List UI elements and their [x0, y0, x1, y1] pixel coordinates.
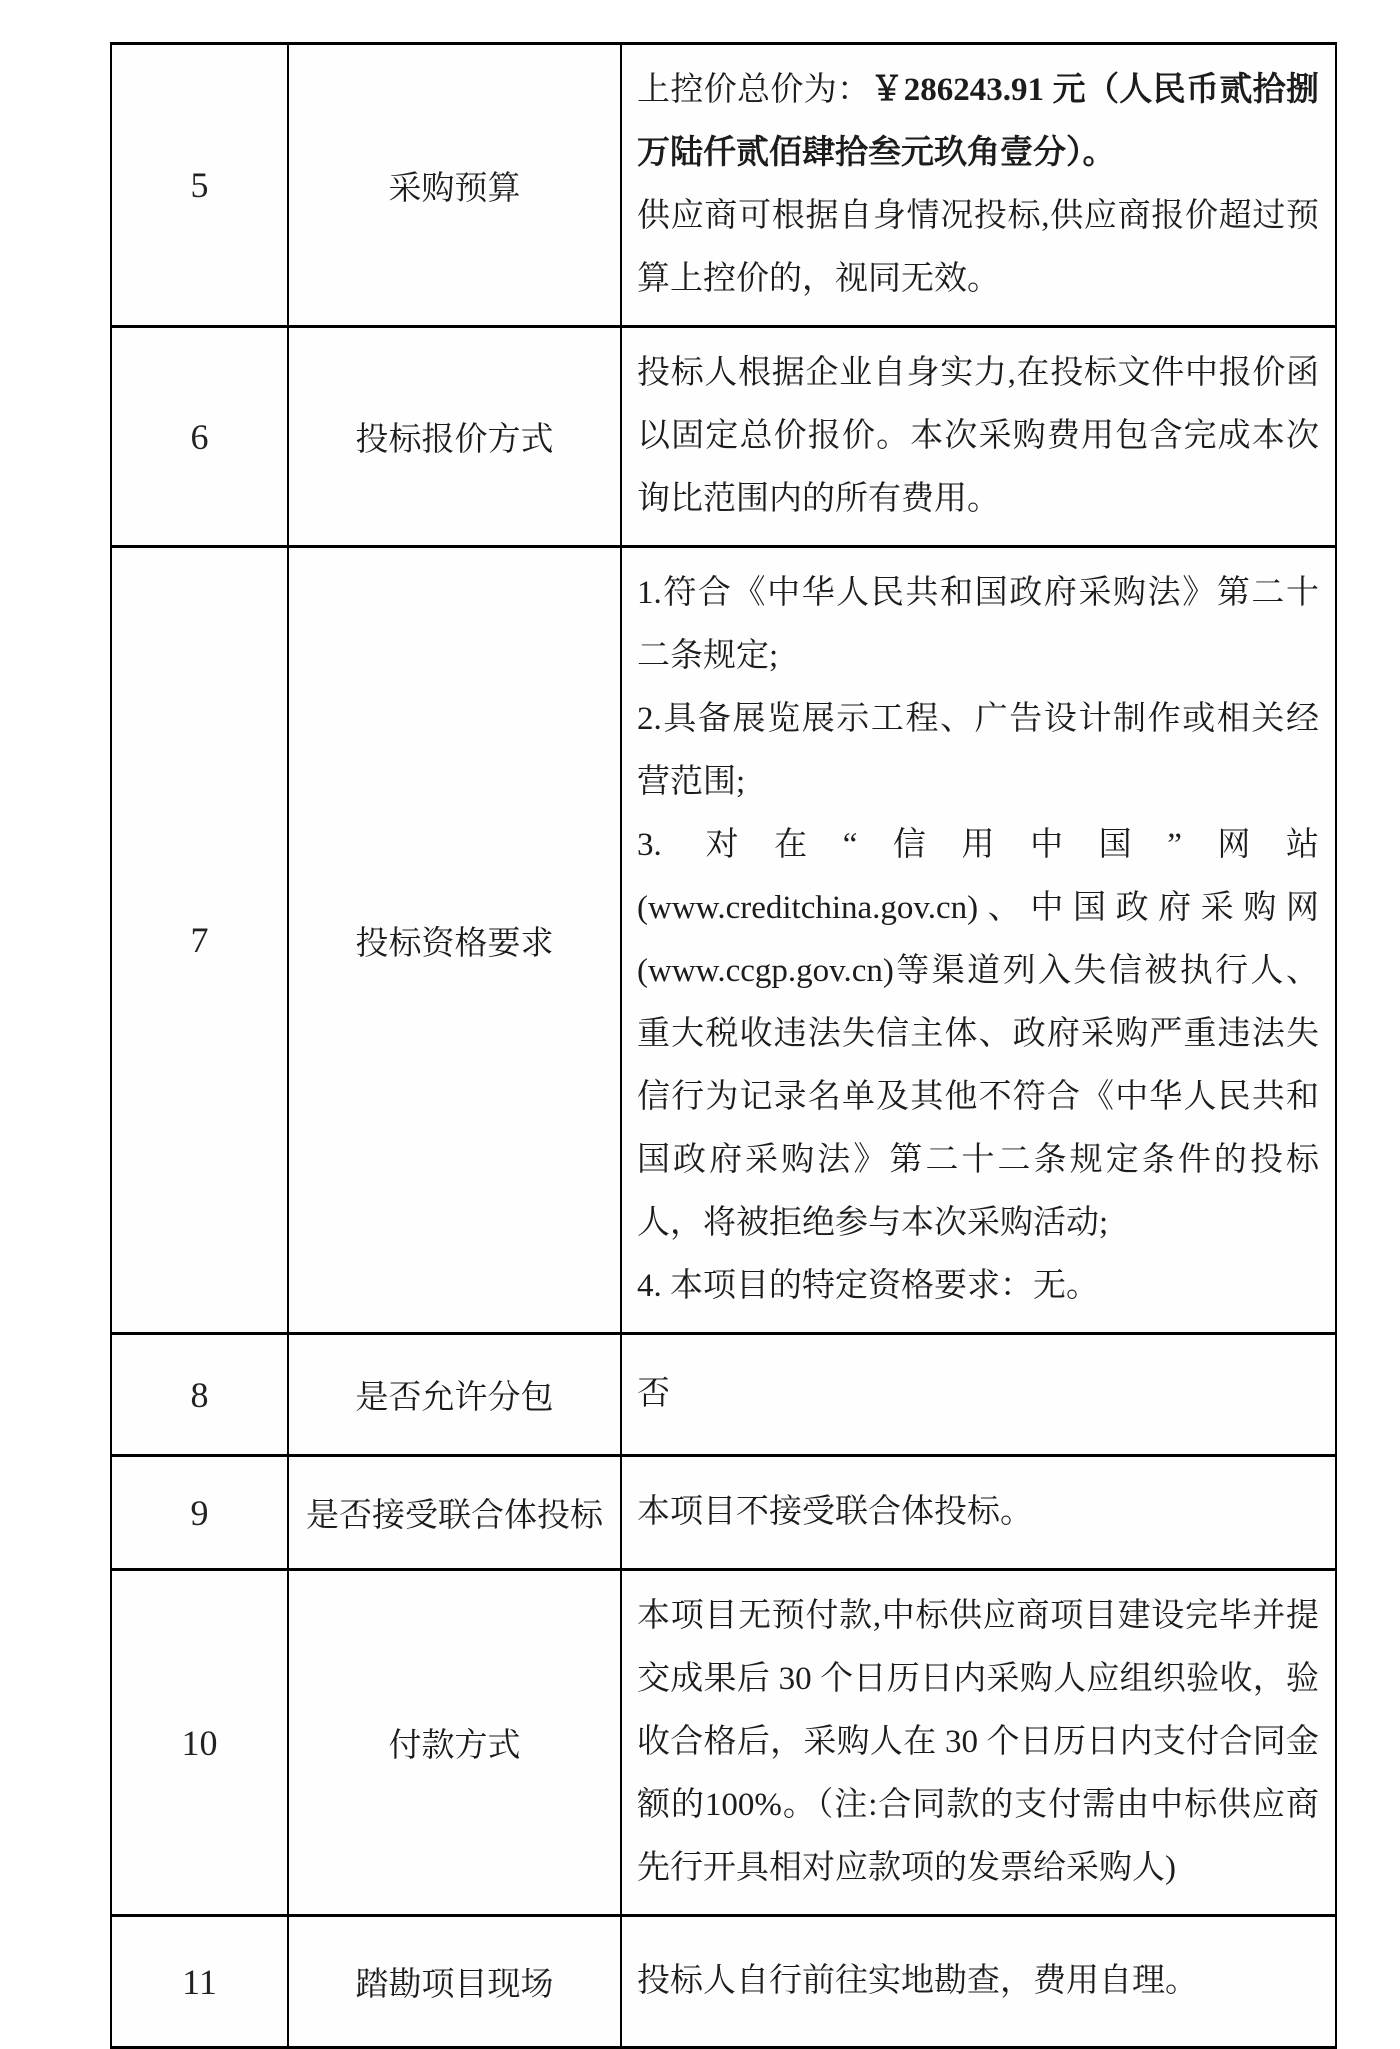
row-label: 付款方式 [288, 1570, 621, 1916]
paragraph: 投标人自行前往实地勘查，费用自理。 [637, 1963, 1198, 1999]
row-number: 6 [111, 327, 288, 547]
row-label: 是否接受联合体投标 [288, 1456, 621, 1570]
row-content [621, 327, 1336, 547]
row-content [621, 44, 1336, 327]
paragraph: 4. 本项目的特定资格要求：无。 [637, 1268, 1099, 1304]
row-content [621, 1570, 1336, 1916]
row-label: 投标报价方式 [288, 327, 621, 547]
row-number: 11 [111, 1916, 288, 2048]
paragraph: 1.符合《中华人民共和国政府采购法》第二十二条规定; [637, 575, 1319, 674]
table-row-10 [111, 1570, 1336, 1916]
row-number: 7 [111, 547, 288, 1334]
row-content [621, 1334, 1336, 1456]
table-row-7 [111, 547, 1336, 1334]
row-number: 9 [111, 1456, 288, 1570]
paragraph: 本项目无预付款,中标供应商项目建设完毕并提交成果后 30 个日历日内采购人应组织验收，验收合格后，采购人在 30 个日历日内支付合同金额的100%。（注:合同款的支付需由中标供应商先行开具相对应款项的发票给采购人) [637, 1598, 1319, 1886]
procurement-terms-table [110, 42, 1337, 2049]
row-label: 是否允许分包 [288, 1334, 621, 1456]
row-content [621, 547, 1336, 1334]
paragraph [637, 59, 1319, 185]
row-number: 8 [111, 1334, 288, 1456]
table-row-11 [111, 1916, 1336, 2048]
budget-amount-text: ￥286243.91 元（人民币贰拾捌万陆仟贰佰肆拾叁元玖角壹分）。 [637, 72, 1319, 171]
paragraph: 2.具备展览展示工程、广告设计制作或相关经营范围; [637, 701, 1319, 800]
table-row-8 [111, 1334, 1336, 1456]
table-row-6 [111, 327, 1336, 547]
budget-lead-text: 上控价总价为： [637, 72, 871, 108]
paragraph: 3. 对在“信用中国”网站(www.creditchina.gov.cn)、中国政府采购网(www.ccgp.gov.cn)等渠道列入失信被执行人、重大税收违法失信主体、政府采购严重违法失信行为记录名单及其他不符合《中华人民共和国政府采购法》第二十二条规定条件的投标人，将被拒绝参与本次采购活动; [637, 827, 1319, 1241]
row-number: 10 [111, 1570, 288, 1916]
row-label: 踏勘项目现场 [288, 1916, 621, 2048]
paragraph: 本项目不接受联合体投标。 [637, 1494, 1033, 1530]
table-row-9 [111, 1456, 1336, 1570]
paragraph: 投标人根据企业自身实力,在投标文件中报价函以固定总价报价。本次采购费用包含完成本次询比范围内的所有费用。 [637, 355, 1319, 517]
paragraph: 否 [637, 1376, 670, 1412]
row-content [621, 1916, 1336, 2048]
row-label: 投标资格要求 [288, 547, 621, 1334]
paragraph: 供应商可根据自身情况投标,供应商报价超过预算上控价的，视同无效。 [637, 198, 1319, 297]
row-number: 5 [111, 44, 288, 327]
row-content [621, 1456, 1336, 1570]
row-label: 采购预算 [288, 44, 621, 327]
table-row-5 [111, 44, 1336, 327]
